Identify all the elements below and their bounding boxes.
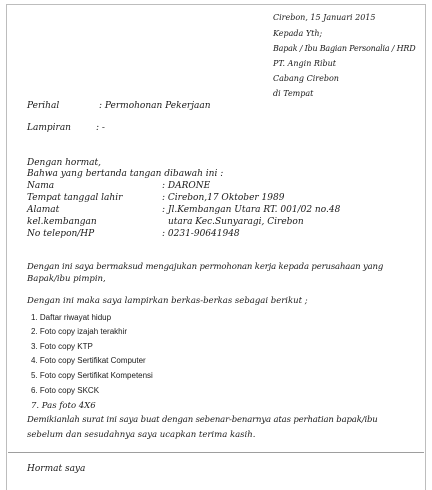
attachment-item: 2. Foto copy izajah terakhir (31, 327, 128, 336)
attachment-item: 1. Daftar riwayat hidup (31, 313, 112, 322)
closing-line-2: sebelum dan sesudahnya saya ucapkan terima kasih. (27, 430, 256, 440)
address-label: Alamat (27, 205, 60, 215)
name-label: Nama (27, 181, 55, 191)
letter-date: Cirebon, 15 Januari 2015 (273, 13, 376, 22)
attachment-item: 3. Foto copy KTP (31, 342, 93, 351)
divider (8, 452, 424, 453)
closing-line-1: Demikianlah surat ini saya buat dengan sebenar-benarnya atas perhatian bapak/ibu (27, 415, 378, 425)
greeting: Dengan hormat, (27, 158, 102, 168)
attachment-label: Lampiran (27, 123, 71, 133)
subject-label: Perihal (27, 101, 60, 111)
subject-value: : Permohonan Pekerjaan (99, 101, 211, 111)
village-value: utara Kec.Sunyaragi, Cirebon (168, 217, 304, 227)
attachment-value: : - (96, 123, 105, 133)
recipient-department: Bapak / Ibu Bagian Personalia / HRD (273, 44, 416, 53)
attachment-item: 4. Foto copy Sertifikat Computer (31, 356, 146, 365)
name-value: : DARONE (162, 181, 211, 191)
attachment-item: 5. Foto copy Sertifikat Kompetensi (31, 371, 153, 380)
recipient-branch: Cabang Cirebon (273, 74, 339, 83)
signoff: Hormat saya (27, 464, 86, 474)
purpose-line-1: Dengan ini saya bermaksud mengajukan permohonan kerja kepada perusahaan yang (27, 262, 384, 272)
attachments-intro: Dengan ini maka saya lampirkan berkas-berkas sebagai berikut ; (27, 296, 308, 306)
birth-label: Tempat tanggal lahir (27, 193, 123, 203)
attachment-item: 7. Pas foto 4X6 (31, 401, 96, 411)
recipient-company: PT. Angin Ribut (273, 59, 337, 68)
phone-label: No telepon/HP (27, 229, 95, 239)
phone-value: : 0231-90641948 (162, 229, 240, 239)
intro-line: Bahwa yang bertanda tangan dibawah ini : (27, 169, 224, 179)
attachment-item: 6. Foto copy SKCK (31, 386, 100, 395)
address-value: : Jl.Kembangan Utara RT. 001/02 no.48 (162, 205, 341, 215)
birth-value: : Cirebon,17 Oktober 1989 (162, 193, 285, 203)
purpose-line-2: Bapak/ibu pimpin, (27, 274, 106, 284)
village-label: kel.kembangan (27, 217, 97, 227)
recipient-salutation: Kepada Yth; (273, 29, 323, 38)
recipient-location: di Tempat (273, 89, 314, 98)
